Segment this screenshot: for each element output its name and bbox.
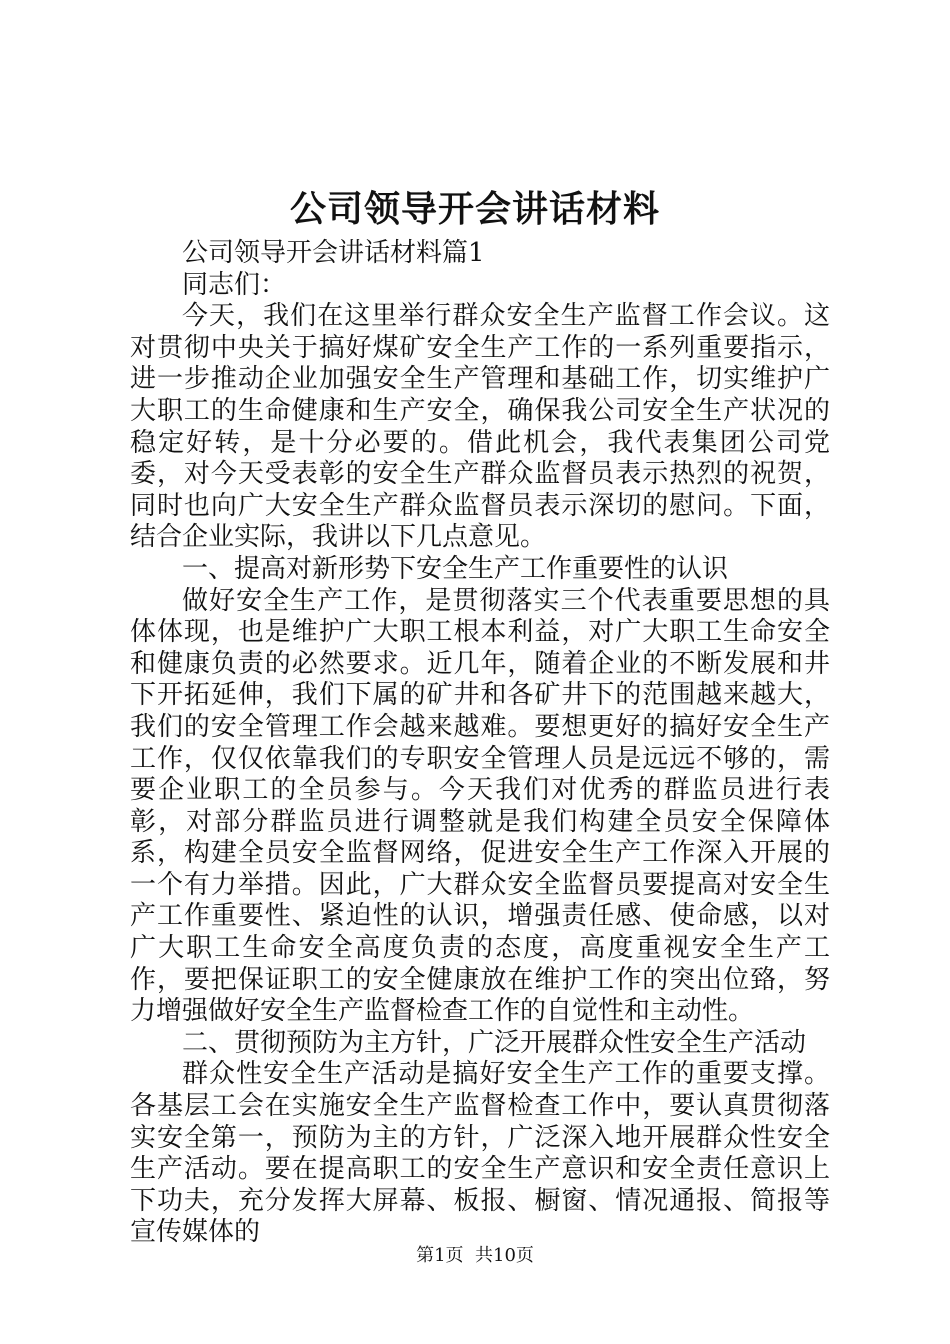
document-body xyxy=(130,238,830,1249)
paragraph-section-1: 做好安全生产工作，是贯彻落实三个代表重要思想的具体体现，也是维护广大职工根本利益，对广大职工生命安全和健康负责的必然要求。近几年，随着企业的不断发展和井下开拓延伸，我们下属的矿井和各矿井下的范围越来越大，我们的安全管理工作会越来越难。要想更好的搞好安全生产工作，仅仅依靠我们的专职安全管理人员是远远不够的，需要企业职工的全员参与。今天我们对优秀的群监员进行表彰，对部分群监员进行调整就是我们构建全员安全保障体系，构建全员安全监督网络，促进安全生产工作深入开展的一个有力举措。因此，广大群众安全监督员要提高对安全生产工作重要性、紧迫性的认识，增强责任感、使命感，以对广大职工生命安全高度负责的态度，高度重视安全生产工作，要把保证职工的安全健康放在维护工作的突出位臵，努力增强做好安全生产监督检查工作的自觉性和主动性。 xyxy=(130,585,830,1027)
paragraph-section-2: 群众性安全生产活动是搞好安全生产工作的重要支撑。各基层工会在实施安全生产监督检查工作中，要认真贯彻落实安全第一，预防为主的方针，广泛深入地开展群众性安全生产活动。要在提高职工的安全生产意识和安全责任意识上下功夫，充分发挥大屏幕、板报、橱窗、情况通报、简报等宣传媒体的 xyxy=(130,1059,830,1248)
paragraph-intro: 今天，我们在这里举行群众安全生产监督工作会议。这对贯彻中央关于搞好煤矿安全生产工作的一系列重要指示，进一步推动企业加强安全生产管理和基础工作，切实维护广大职工的生命健康和生产安全，确保我公司安全生产状况的稳定好转，是十分必要的。借此机会，我代表集团公司党委，对今天受表彰的安全生产群众监督员表示热烈的祝贺，同时也向广大安全生产群众监督员表示深切的慰问。下面，结合企业实际，我讲以下几点意见。 xyxy=(130,301,830,553)
page-number-label: 第1页 共10页 xyxy=(416,1245,534,1266)
section-heading-2: 二、贯彻预防为主方针，广泛开展群众性安全生产活动 xyxy=(182,1027,807,1058)
section-heading-1: 一、提高对新形势下安全生产工作重要性的认识 xyxy=(182,553,729,584)
paragraph-subtitle: 公司领导开会讲话材料篇1 xyxy=(182,238,485,268)
paragraph-salutation: 同志们： xyxy=(182,269,287,300)
document-title: 公司领导开会讲话材料 xyxy=(289,188,660,230)
page-footer xyxy=(0,1244,950,1268)
